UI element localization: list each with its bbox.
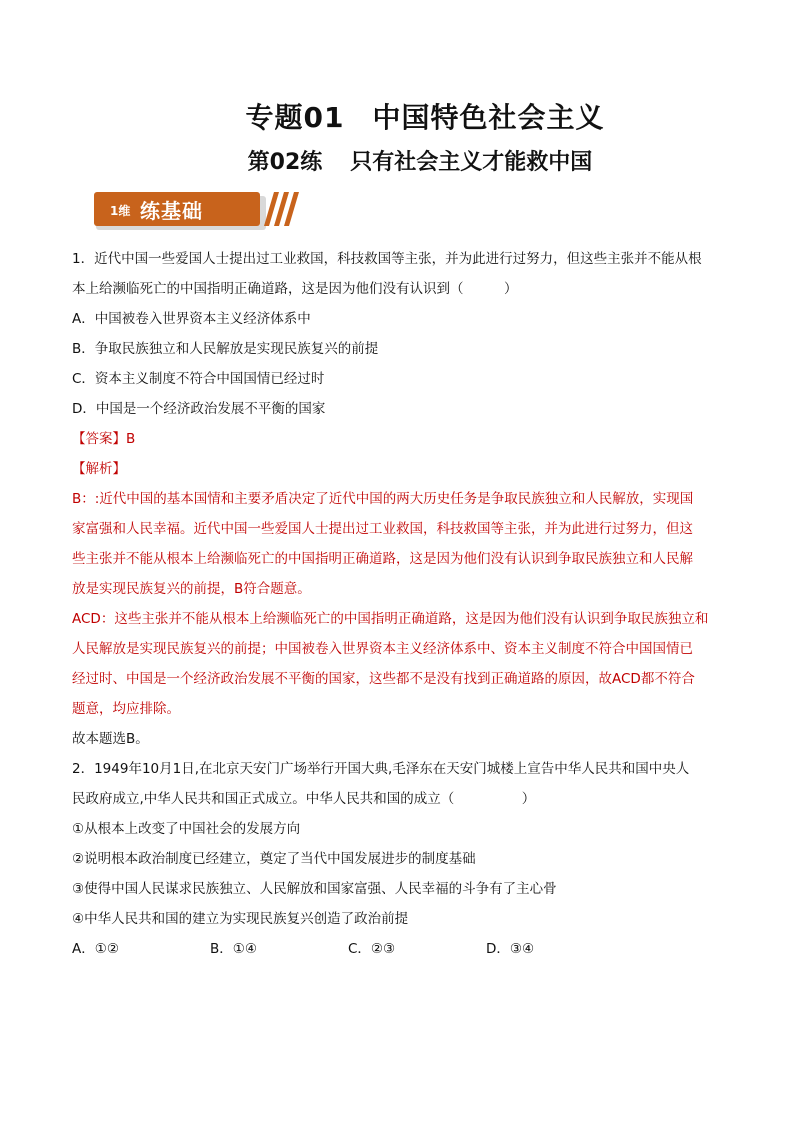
- subtitle-exercise-name: 只有社会主义才能救中国: [350, 150, 593, 175]
- q1-analysis-line: 题意，均应排除。: [72, 701, 180, 717]
- q1-option-d: D．中国是一个经济政治发展不平衡的国家: [72, 401, 326, 417]
- q2-statement-4: ④中华人民共和国的建立为实现民族复兴创造了政治前提: [72, 911, 409, 927]
- question-2: [72, 754, 734, 964]
- q2-statement-1: ①从根本上改变了中国社会的发展方向: [72, 821, 301, 837]
- banner-level: 1维: [110, 204, 131, 218]
- q1-conclusion: 故本题选B。: [72, 731, 149, 747]
- q1-analysis-line: B：:近代中国的基本国情和主要矛盾决定了近代中国的两大历史任务是争取民族独立和人民解放，实现国: [72, 491, 694, 507]
- banner-stripes-icon: [260, 192, 300, 226]
- q1-analysis-line: 放是实现民族复兴的前提，B符合题意。: [72, 581, 311, 597]
- question-1: [72, 244, 734, 754]
- q1-analysis-title: 【解析】: [72, 461, 126, 477]
- q2-option-a: A．①②: [72, 941, 119, 957]
- title-topic-name: 中国特色社会主义: [372, 101, 605, 134]
- q1-stem-line: 1．近代中国一些爱国人士提出过工业救国，科技救国等主张，并为此进行过努力，但这些主张并不能从根: [72, 251, 702, 267]
- q1-analysis-line: ACD：这些主张并不能从根本上给濒临死亡的中国指明正确道路，这是因为他们没有认识到争取民族独立和: [72, 611, 709, 627]
- q1-option-b: B．争取民族独立和人民解放是实现民族复兴的前提: [72, 341, 379, 357]
- q2-statement-2: ②说明根本政治制度已经建立，奠定了当代中国发展进步的制度基础: [72, 851, 476, 867]
- q1-option-a: A．中国被卷入世界资本主义经济体系中: [72, 311, 311, 327]
- q2-statement-3: ③使得中国人民谋求民族独立、人民解放和国家富强、人民幸福的斗争有了主心骨: [72, 881, 557, 897]
- q1-stem-line: 本上给濒临死亡的中国指明正确道路，这是因为他们没有认识到（ ）: [72, 281, 518, 297]
- q1-analysis-line: 家富强和人民幸福。近代中国一些爱国人士提出过工业救国，科技救国等主张，并为此进行过努力，但这: [72, 521, 693, 537]
- banner-name: 练基础: [140, 199, 203, 223]
- section-banner: [94, 192, 294, 232]
- subtitle-exercise-number: 第02练: [247, 150, 323, 175]
- q2-option-b: B．①④: [210, 941, 257, 957]
- q1-analysis-line: 经过时、中国是一个经济政治发展不平衡的国家，这些都不是没有找到正确道路的原因，故ACD都不符合: [72, 671, 695, 687]
- page-subtitle: [0, 145, 794, 176]
- q1-answer: 【答案】B: [72, 431, 136, 447]
- q2-stem-line: 民政府成立,中华人民共和国正式成立。中华人民共和国的成立（ ）: [72, 791, 536, 807]
- q2-stem-line: 2．1949年10月1日,在北京天安门广场举行开国大典,毛泽东在天安门城楼上宣告中华人民共和国中央人: [72, 761, 690, 777]
- title-topic-number: 专题01: [245, 101, 345, 134]
- questions-content: [72, 244, 734, 964]
- q1-analysis-line: 人民解放是实现民族复兴的前提；中国被卷入世界资本主义经济体系中、资本主义制度不符合中国国情已: [72, 641, 693, 657]
- q2-option-c: C．②③: [348, 941, 396, 957]
- page-title: [0, 96, 794, 136]
- q1-analysis-line: 些主张并不能从根本上给濒临死亡的中国指明正确道路，这是因为他们没有认识到争取民族独立和人民解: [72, 551, 693, 567]
- q1-option-c: C．资本主义制度不符合中国国情已经过时: [72, 371, 325, 387]
- q2-options: [72, 934, 734, 964]
- q2-option-d: D．③④: [486, 941, 535, 957]
